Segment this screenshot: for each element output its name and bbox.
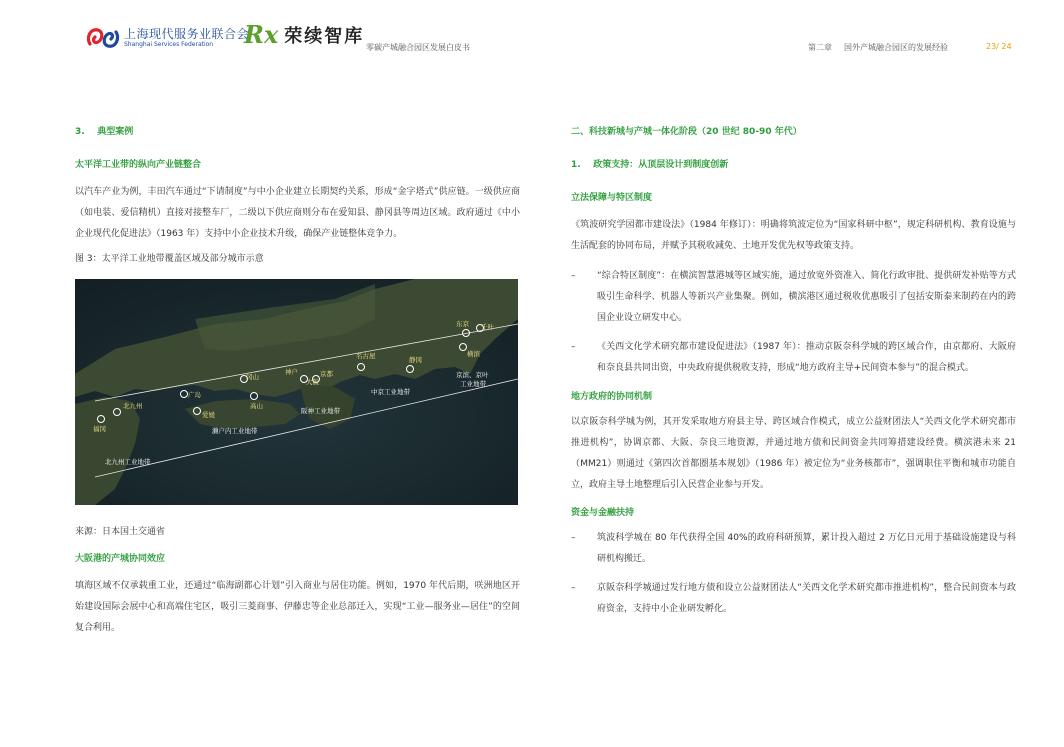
bullet-dash: – [571,271,576,281]
case1-body: 以汽车产业为例，丰田汽车通过“下请制度”与中小企业建立长期契约关系，形成“金字塔式”供应链。一级供应商（如电装、爱信精机）直接对接整车厂，二级以下供应商则分布在爱知县、静冈县等周边区域。政府通过《中小企业现代化促进法》（1963 年）支持中小企业技术升级，确保产业链整体竞争力。 [75,187,520,239]
brand-mark [244,22,278,48]
figure-caption: 图 3：太平洋工业地带覆盖区域及部分城市示意 [75,254,264,264]
brand-mark-x: x [263,20,279,49]
federation-emblem-icon [86,24,120,52]
bullet-special-zone [571,266,1016,329]
map-label-yokohama: 横滨 [467,350,480,358]
bullet-tsukuba-budget [571,528,1016,570]
map-label-kyoto: 京都 [320,370,333,378]
map-label-hanshin-belt: 阪神工业地带 [301,407,340,415]
bullet-dash: – [571,583,576,593]
map-dot-ehime [193,407,201,415]
chapter-label [808,42,948,53]
chapter-number: 第二章 [808,43,832,52]
map-label-keihin-belt: 京滨、京叶 [456,371,489,379]
map-label-osaka: 大阪 [306,378,319,386]
case2-title: 大阪港的产城协同效应 [75,554,166,564]
left-column [75,118,520,639]
map-label-nagoya: 名古屋 [356,352,376,360]
map-label-keihin-belt-2: 工业地带 [460,380,486,388]
page-number: 23/ 24 [986,42,1012,51]
brand-mark-r: R [244,20,264,49]
map-label-setouchi-belt: 濑户内工业地带 [212,427,258,435]
federation-logo [86,24,249,52]
federation-name-cn: 上海现代服务业联合会 [124,27,250,41]
brand-name: 荣续智库 [284,26,365,47]
map-label-fukuoka: 福冈 [93,425,106,433]
map-label-kobe: 神户 [285,368,298,376]
map-dot-fukuoka [97,415,105,423]
map-label-chiba: 千叶 [481,323,494,331]
map-label-kitakyushu: 北九州 [123,402,143,410]
chapter-title: 国外产城融合园区的发展经验 [844,43,948,52]
bullet-text: 《关西文化学术研究都市建设促进法》（1987 年）：推动京阪奈科学城的跨区域合作，由京都府、大阪府和奈良县共同出资，中央政府提供税收支持，形成“地方政府主导+民间资本参与”的混合模式。 [597,342,1016,373]
bullet-kansai-law [571,337,1016,379]
industrial-belt-map [75,279,518,505]
case2-body: 填海区域不仅承载重工业，还通过“临海副都心计划”引入商业与居住功能。例如，1970 年代后期，咲洲地区开始建设国际会展中心和高端住宅区，吸引三菱商事、伊藤忠等企业总部迁入，实现“工业—服务业—居住”的空间复合利用。 [75,581,520,633]
map-label-hiroshima: 广岛 [188,391,201,399]
map-dot-takamatsu [250,392,258,400]
bullet-text: 筑波科学城在 80 年代获得全国 40%的政府科研预算，累计投入超过 2 万亿日元用于基础设施建设与科研机构搬迁。 [597,533,1016,564]
local-gov-body: 以京阪奈科学城为例，其开发采取地方府县主导、跨区域合作模式，成立公益财团法人“关西文化学术研究都市推进机构”，协调京都、大阪、奈良三地资源，并通过地方债和民间资金共同筹措建设经费。横滨港未来 21（MM21）则通过《第四次首都圈基本规划》（1986 年）被定位为“业务核都市”，强调职住平衡和城市功能自立，政府主导土地整理后引入民营企业参与开发。 [571,417,1016,490]
map-dot-shizuoka [406,365,414,373]
bullet-dash: – [571,533,576,543]
funding-title: 资金与金融扶持 [571,508,635,518]
bullet-text: “综合特区制度”：在横滨智慧港城等区域实施，通过放宽外资准入、简化行政审批、提供研发补贴等方式吸引生命科学、机器人等新兴产业集聚。例如，横滨港区通过税收优惠吸引了包括安斯泰来制药在内的跨国企业设立研发中心。 [597,271,1016,323]
map-label-chukyo-belt: 中京工业地带 [371,388,410,396]
right-column [571,118,1016,620]
section-title-2: 二、科技新城与产城一体化阶段（20 世纪 80-90 年代） [571,127,802,137]
page-header [0,0,1064,62]
map-graphic [75,279,518,505]
document-title: 零碳产城融合园区发展白皮书 [366,43,470,52]
map-label-takamatsu: 高山 [250,402,263,410]
case1-title: 太平洋工业带的纵向产业链整合 [75,160,202,170]
map-label-ehime: 爱媛 [202,411,215,419]
figure-source: 来源：日本国土交通省 [75,527,166,537]
map-label-shizuoka: 静冈 [409,356,422,364]
bullet-keihanna-fund [571,578,1016,620]
brand-logo [244,22,364,48]
federation-name-en: Shanghai Services Federation [124,41,214,48]
policy-subtitle: 1. 政策支持：从顶层设计到制度创新 [571,160,729,170]
map-label-kitakyushu-belt: 北九州工业地带 [105,458,151,466]
map-dot-yokohama [459,343,467,351]
legal-body: 《筑波研究学园都市建设法》（1984 年修订）：明确将筑波定位为“国家科研中枢”，规定科研机构、教育设施与生活配套的协同布局，并赋予其税收减免、土地开发优先权等政策支持。 [571,220,1016,251]
bullet-dash: – [571,342,576,352]
map-dot-kitakyushu [113,408,121,416]
map-label-tokyo: 东京 [456,320,469,328]
map-dot-hiroshima [180,390,188,398]
section-title: 3. 典型案例 [75,127,134,137]
map-dot-tokyo [462,329,470,337]
map-label-okayama: 冈山 [246,373,259,381]
map-dot-nagoya [357,363,365,371]
local-gov-title: 地方政府的协同机制 [571,392,653,402]
legal-title: 立法保障与特区制度 [571,193,653,203]
bullet-text: 京阪奈科学城通过发行地方债和设立公益财团法人“关西文化学术研究都市推进机构”，整合民间资本与政府资金，支持中小企业研发孵化。 [597,583,1016,614]
